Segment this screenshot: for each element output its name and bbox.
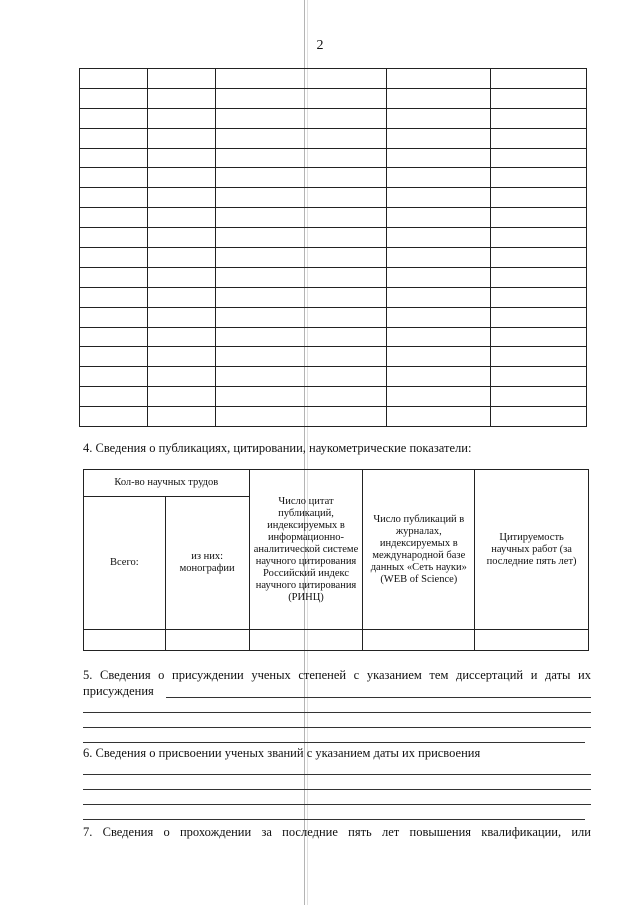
monographs-header: из них: монографии bbox=[165, 497, 249, 630]
section-5-line-1: 5. Сведения о присуждении ученых степеней с указанием тем диссертаций и даты их bbox=[83, 668, 591, 682]
grid-cell[interactable] bbox=[215, 407, 387, 427]
grid-cell[interactable] bbox=[491, 88, 587, 108]
grid-row bbox=[80, 248, 587, 268]
grid-cell[interactable] bbox=[215, 287, 387, 307]
grid-cell[interactable] bbox=[80, 168, 148, 188]
grid-cell[interactable] bbox=[387, 228, 491, 248]
grid-cell[interactable] bbox=[80, 69, 148, 89]
grid-cell[interactable] bbox=[491, 69, 587, 89]
grid-row bbox=[80, 307, 587, 327]
grid-cell[interactable] bbox=[491, 108, 587, 128]
grid-cell[interactable] bbox=[387, 248, 491, 268]
grid-cell[interactable] bbox=[80, 327, 148, 347]
citation-header: Цитируемость научных работ (за последние пять лет) bbox=[475, 470, 589, 630]
grid-cell[interactable] bbox=[147, 108, 215, 128]
grid-row bbox=[80, 407, 587, 427]
grid-cell[interactable] bbox=[80, 128, 148, 148]
grid-cell[interactable] bbox=[80, 347, 148, 367]
fill-line[interactable] bbox=[83, 819, 585, 820]
grid-cell[interactable] bbox=[147, 148, 215, 168]
grid-cell[interactable] bbox=[215, 69, 387, 89]
grid-cell[interactable] bbox=[215, 367, 387, 387]
grid-row bbox=[80, 347, 587, 367]
grid-cell[interactable] bbox=[491, 128, 587, 148]
grid-row bbox=[80, 228, 587, 248]
grid-cell[interactable] bbox=[387, 148, 491, 168]
grid-cell[interactable] bbox=[491, 347, 587, 367]
grid-cell[interactable] bbox=[147, 128, 215, 148]
grid-cell[interactable] bbox=[147, 69, 215, 89]
grid-cell[interactable] bbox=[215, 228, 387, 248]
fill-line[interactable] bbox=[83, 727, 591, 728]
grid-cell[interactable] bbox=[215, 248, 387, 268]
grid-cell[interactable] bbox=[147, 88, 215, 108]
pub-cell-monographs[interactable] bbox=[165, 630, 249, 651]
grid-cell[interactable] bbox=[147, 367, 215, 387]
grid-cell[interactable] bbox=[215, 128, 387, 148]
grid-cell[interactable] bbox=[387, 327, 491, 347]
grid-cell[interactable] bbox=[387, 287, 491, 307]
grid-cell[interactable] bbox=[215, 208, 387, 228]
pub-cell-citation[interactable] bbox=[475, 630, 589, 651]
grid-cell[interactable] bbox=[80, 88, 148, 108]
grid-cell[interactable] bbox=[387, 168, 491, 188]
grid-cell[interactable] bbox=[147, 228, 215, 248]
grid-row bbox=[80, 387, 587, 407]
grid-cell[interactable] bbox=[215, 347, 387, 367]
grid-cell[interactable] bbox=[80, 387, 148, 407]
grid-cell[interactable] bbox=[215, 148, 387, 168]
grid-cell[interactable] bbox=[387, 307, 491, 327]
grid-cell[interactable] bbox=[491, 228, 587, 248]
rinc-header: Число цитат публикаций, индексируемых в информационно-аналитической системе научного цитирования Российский индекс научного цитирования (РИНЦ) bbox=[249, 470, 363, 630]
grid-cell[interactable] bbox=[147, 188, 215, 208]
grid-cell[interactable] bbox=[491, 327, 587, 347]
fill-line[interactable] bbox=[83, 712, 591, 713]
grid-cell[interactable] bbox=[387, 367, 491, 387]
grid-cell[interactable] bbox=[491, 287, 587, 307]
grid-cell[interactable] bbox=[491, 148, 587, 168]
grid-cell[interactable] bbox=[80, 267, 148, 287]
grid-cell[interactable] bbox=[147, 347, 215, 367]
grid-cell[interactable] bbox=[387, 108, 491, 128]
grid-cell[interactable] bbox=[80, 188, 148, 208]
grid-row bbox=[80, 88, 587, 108]
grid-cell[interactable] bbox=[215, 108, 387, 128]
grid-cell[interactable] bbox=[80, 148, 148, 168]
blank-grid-table bbox=[79, 68, 587, 427]
grid-cell[interactable] bbox=[80, 367, 148, 387]
fill-line[interactable] bbox=[83, 774, 591, 775]
grid-cell[interactable] bbox=[147, 267, 215, 287]
grid-cell[interactable] bbox=[387, 267, 491, 287]
grid-row bbox=[80, 69, 587, 89]
grid-cell[interactable] bbox=[147, 307, 215, 327]
grid-cell[interactable] bbox=[80, 208, 148, 228]
grid-cell[interactable] bbox=[387, 128, 491, 148]
fill-line[interactable] bbox=[83, 789, 591, 790]
grid-cell[interactable] bbox=[147, 248, 215, 268]
grid-cell[interactable] bbox=[491, 188, 587, 208]
section-6-title: 6. Сведения о присвоении ученых званий с указанием даты их присвоения bbox=[83, 746, 481, 760]
grid-cell[interactable] bbox=[387, 69, 491, 89]
grid-cell[interactable] bbox=[215, 168, 387, 188]
grid-cell[interactable] bbox=[491, 248, 587, 268]
grid-cell[interactable] bbox=[80, 307, 148, 327]
grid-cell[interactable] bbox=[491, 168, 587, 188]
grid-row bbox=[80, 327, 587, 347]
grid-cell[interactable] bbox=[387, 407, 491, 427]
section-7-line-1: 7. Сведения о прохождении за последние пять лет повышения квалификации, или bbox=[83, 825, 591, 839]
grid-cell[interactable] bbox=[147, 208, 215, 228]
grid-cell[interactable] bbox=[215, 188, 387, 208]
grid-cell[interactable] bbox=[491, 367, 587, 387]
trudy-group-header: Кол-во научных трудов bbox=[84, 470, 250, 497]
fill-line[interactable] bbox=[166, 697, 591, 698]
grid-cell[interactable] bbox=[491, 407, 587, 427]
grid-row bbox=[80, 188, 587, 208]
grid-cell[interactable] bbox=[80, 228, 148, 248]
section-4-title: 4. Сведения о публикациях, цитировании, наукометрические показатели: bbox=[83, 441, 472, 455]
grid-cell[interactable] bbox=[387, 387, 491, 407]
grid-cell[interactable] bbox=[491, 387, 587, 407]
grid-row bbox=[80, 108, 587, 128]
grid-cell[interactable] bbox=[80, 108, 148, 128]
wos-header: Число публикаций в журналах, индексируемых в международной базе данных «Сеть науки» (WEB of Science) bbox=[363, 470, 475, 630]
grid-cell[interactable] bbox=[491, 208, 587, 228]
grid-cell[interactable] bbox=[215, 387, 387, 407]
grid-cell[interactable] bbox=[147, 287, 215, 307]
grid-cell[interactable] bbox=[147, 168, 215, 188]
grid-cell[interactable] bbox=[80, 248, 148, 268]
pub-cell-wos[interactable] bbox=[363, 630, 475, 651]
grid-cell[interactable] bbox=[491, 307, 587, 327]
grid-row bbox=[80, 367, 587, 387]
grid-cell[interactable] bbox=[387, 88, 491, 108]
grid-row bbox=[80, 208, 587, 228]
grid-cell[interactable] bbox=[80, 407, 148, 427]
grid-row bbox=[80, 287, 587, 307]
grid-cell[interactable] bbox=[147, 327, 215, 347]
grid-cell[interactable] bbox=[215, 307, 387, 327]
page-number: 2 bbox=[316, 38, 324, 53]
fill-line[interactable] bbox=[83, 742, 585, 743]
grid-cell[interactable] bbox=[147, 387, 215, 407]
grid-cell[interactable] bbox=[215, 267, 387, 287]
section-5-line-2: присуждения bbox=[83, 684, 154, 698]
grid-row bbox=[80, 128, 587, 148]
grid-row bbox=[80, 267, 587, 287]
pub-cell-rinc[interactable] bbox=[249, 630, 363, 651]
grid-cell[interactable] bbox=[387, 188, 491, 208]
fill-line[interactable] bbox=[83, 804, 591, 805]
grid-cell[interactable] bbox=[491, 267, 587, 287]
grid-cell[interactable] bbox=[387, 208, 491, 228]
grid-cell[interactable] bbox=[215, 88, 387, 108]
total-header: Всего: bbox=[84, 497, 166, 630]
publications-table bbox=[83, 469, 589, 651]
grid-cell[interactable] bbox=[80, 287, 148, 307]
grid-cell[interactable] bbox=[147, 407, 215, 427]
grid-cell[interactable] bbox=[387, 347, 491, 367]
grid-row bbox=[80, 148, 587, 168]
grid-row bbox=[80, 168, 587, 188]
grid-cell[interactable] bbox=[215, 327, 387, 347]
pub-cell-total[interactable] bbox=[84, 630, 166, 651]
